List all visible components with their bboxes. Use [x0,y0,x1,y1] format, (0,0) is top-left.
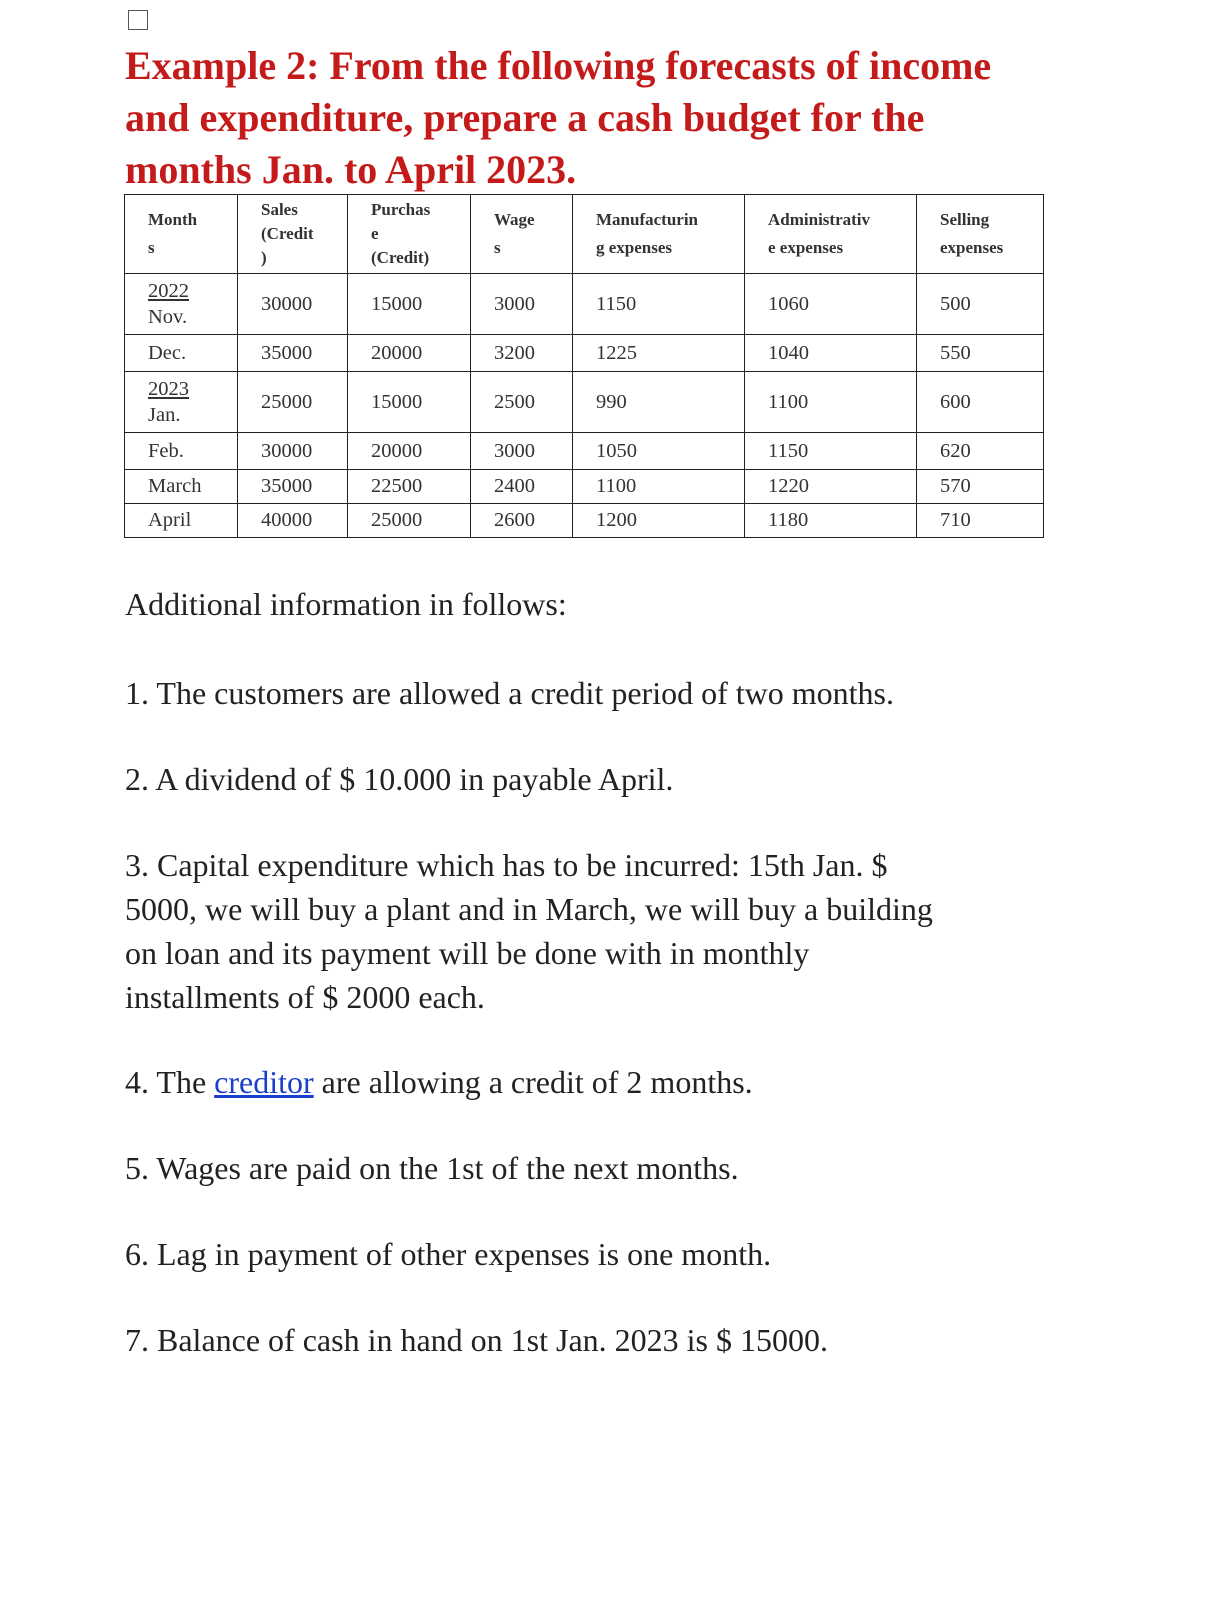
info-item-4: 4. The creditor are allowing a credit of 2 months. [125,1064,753,1100]
info-item-1: 1. The customers are allowed a credit period of two months. [125,675,894,711]
cell-sales: 25000 [238,372,348,433]
cell-manufacturing: 1225 [573,335,745,372]
title-line-3: months Jan. to April 2023. [125,147,577,192]
cell-administrative: 1220 [745,470,917,504]
cell-administrative: 1100 [745,372,917,433]
cell-sales: 30000 [238,433,348,470]
table-row [125,335,1044,372]
table-row [125,372,1044,433]
cell-purchase: 15000 [348,372,471,433]
title-line-2: and expenditure, prepare a cash budget for the [125,95,925,140]
info-item-7: 7. Balance of cash in hand on 1st Jan. 2023 is $ 15000. [125,1322,828,1358]
header-purchase: Purchas e (Credit) [348,195,471,274]
cell-selling: 550 [917,335,1044,372]
cell-wages: 2500 [471,372,573,433]
table-row [125,504,1044,538]
header-administrative: Administrativ e expenses [745,195,917,274]
cell-wages: 3000 [471,433,573,470]
cell-wages: 3000 [471,274,573,335]
header-wages: Wage s [471,195,573,274]
cell-manufacturing: 1100 [573,470,745,504]
cell-purchase: 22500 [348,470,471,504]
select-checkbox[interactable] [128,10,148,30]
cell-selling: 710 [917,504,1044,538]
cell-manufacturing: 1200 [573,504,745,538]
cell-wages: 3200 [471,335,573,372]
table-row [125,274,1044,335]
header-selling: Selling expenses [917,195,1044,274]
info-item-5: 5. Wages are paid on the 1st of the next months. [125,1150,739,1186]
title-line-1: Example 2: From the following forecasts of income [125,43,992,88]
header-sales: Sales (Credit ) [238,195,348,274]
table-header-row [125,195,1044,274]
info-item-6: 6. Lag in payment of other expenses is one month. [125,1236,772,1272]
cell-manufacturing: 1150 [573,274,745,335]
cell-wages: 2600 [471,504,573,538]
cell-administrative: 1150 [745,433,917,470]
cell-month: March [125,470,238,504]
cell-sales: 35000 [238,335,348,372]
creditor-link[interactable]: creditor [214,1064,314,1100]
header-manufacturing: Manufacturin g expenses [573,195,745,274]
cell-purchase: 25000 [348,504,471,538]
cell-purchase: 20000 [348,433,471,470]
cell-administrative: 1180 [745,504,917,538]
cell-selling: 600 [917,372,1044,433]
table-row [125,433,1044,470]
cell-month: 2023 Jan. [125,372,238,433]
additional-heading: Additional information in follows: [125,586,567,622]
cell-month: Dec. [125,335,238,372]
cell-selling: 620 [917,433,1044,470]
cell-sales: 35000 [238,470,348,504]
cell-manufacturing: 1050 [573,433,745,470]
info-item-3: 3. Capital expenditure which has to be incurred: 15th Jan. $ 5000, we will buy a plant and in March, we will buy a building on loan and its payment will be done with in monthly installments of $ 2000 each. [125,847,933,1015]
cell-month: Feb. [125,433,238,470]
cell-sales: 30000 [238,274,348,335]
forecast-table [124,194,1044,538]
table-row [125,470,1044,504]
cell-selling: 500 [917,274,1044,335]
cell-purchase: 15000 [348,274,471,335]
cell-month: April [125,504,238,538]
cell-selling: 570 [917,470,1044,504]
cell-manufacturing: 990 [573,372,745,433]
cell-purchase: 20000 [348,335,471,372]
page-title [125,40,1125,196]
cell-wages: 2400 [471,470,573,504]
cell-sales: 40000 [238,504,348,538]
info-item-2: 2. A dividend of $ 10.000 in payable April. [125,761,674,797]
cell-month: 2022 Nov. [125,274,238,335]
header-months: Month s [125,195,238,274]
cell-administrative: 1060 [745,274,917,335]
cell-administrative: 1040 [745,335,917,372]
